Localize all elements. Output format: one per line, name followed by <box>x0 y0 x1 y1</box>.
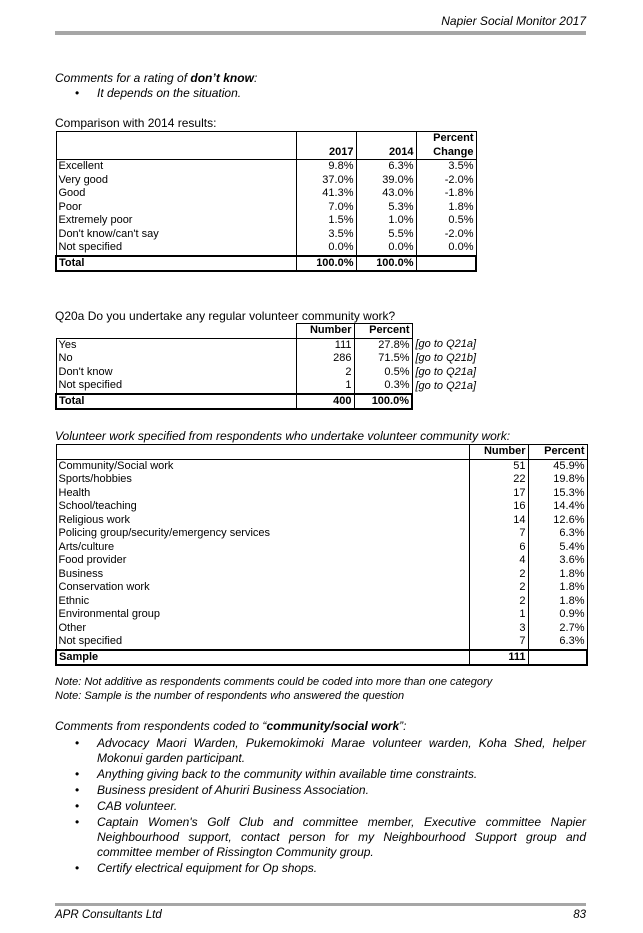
table-cell: 1.8% <box>528 568 587 582</box>
table-row <box>56 622 587 636</box>
table-row <box>56 201 476 215</box>
table-cell: School/teaching <box>56 500 469 514</box>
table-cell: 14 <box>469 514 528 528</box>
table-cell: 1 <box>469 608 528 622</box>
table-cell: Not specified <box>56 635 469 650</box>
table-cell: 71.5% <box>354 352 412 366</box>
table-cell: 17 <box>469 487 528 501</box>
table-cell: 1.8% <box>416 201 476 215</box>
q20a-table-wrap <box>55 323 493 410</box>
table-cell: Sports/hobbies <box>56 473 469 487</box>
table-row <box>56 459 587 473</box>
table-cell: 6 <box>469 541 528 555</box>
table-row <box>56 228 476 242</box>
table-cell: 1.8% <box>528 595 587 609</box>
table-row <box>56 487 587 501</box>
comment-item: • It depends on the situation. <box>55 86 586 101</box>
table-cell: 22 <box>469 473 528 487</box>
table-cell: 51 <box>469 459 528 473</box>
table-cell: 41.3% <box>296 187 356 201</box>
volunteer-notes <box>55 675 492 703</box>
table-cell: 1 <box>296 379 354 394</box>
table-cell: 43.0% <box>356 187 416 201</box>
table-cell: Business <box>56 568 469 582</box>
table-cell: Excellent <box>56 160 296 174</box>
table-row <box>56 214 476 228</box>
volunteer-header-row <box>56 445 587 460</box>
table-cell: 0.0% <box>416 241 476 256</box>
table-cell: 7 <box>469 635 528 650</box>
table-cell: 45.9% <box>528 459 587 473</box>
table-row <box>56 635 587 650</box>
volunteer-table <box>55 444 588 666</box>
table-cell: Food provider <box>56 554 469 568</box>
note-line: Note: Not additive as respondents comments could be coded into more than one category <box>55 676 493 688</box>
table-row <box>56 174 476 188</box>
table-cell: 0.3% <box>354 379 412 394</box>
header-rule <box>55 31 586 35</box>
volunteer-sample-row: Sample 111 <box>56 650 587 666</box>
table-row <box>56 241 476 256</box>
table-cell: 27.8% <box>354 338 412 352</box>
comment-item: • Captain Women's Golf Club and committee member, Executive committee Napier Neighbourhood support, contact person for my Neighbourhood Support group and committee member of Rissington Community group. <box>55 815 586 860</box>
footer <box>55 909 586 921</box>
table-cell: 0.0% <box>296 241 356 256</box>
table-cell: 2 <box>469 568 528 582</box>
table-cell: 0.9% <box>528 608 587 622</box>
table-cell: No <box>56 352 296 366</box>
comment-item: • Advocacy Maori Warden, Pukemokimoki Marae volunteer warden, Koha Shed, helper Mokonui garden participant. <box>55 736 586 766</box>
col-header-change-1: Percent <box>416 132 476 146</box>
q20a-table <box>55 323 493 410</box>
table-row <box>56 366 492 380</box>
table-row <box>56 500 587 514</box>
table-row <box>56 581 587 595</box>
table-row <box>56 608 587 622</box>
dont-know-heading: Comments for a rating of don’t know: <box>55 71 258 85</box>
comment-item: • Certify electrical equipment for Op shops. <box>55 861 586 876</box>
table-cell: Policing group/security/emergency services <box>56 527 469 541</box>
comparison-header-row-2 <box>56 146 476 160</box>
table-cell: 2 <box>296 366 354 380</box>
table-cell: Extremely poor <box>56 214 296 228</box>
running-header: Napier Social Monitor 2017 <box>441 14 586 28</box>
table-cell: Not specified <box>56 241 296 256</box>
footer-company: APR Consultants Ltd <box>55 909 162 921</box>
table-cell: 0.5% <box>354 366 412 380</box>
page-number: 83 <box>573 909 586 921</box>
dont-know-list <box>55 86 586 101</box>
table-cell: -2.0% <box>416 228 476 242</box>
table-row <box>56 379 492 394</box>
note-line: Note: Sample is the number of respondents who answered the question <box>55 690 405 702</box>
table-cell: Very good <box>56 174 296 188</box>
comparison-table-wrap <box>55 131 477 272</box>
q20a-title: Q20a Do you undertake any regular volunteer community work? <box>55 309 396 323</box>
routing-note: [go to Q21b] <box>415 352 477 364</box>
volunteer-title: Volunteer work specified from respondents who undertake volunteer community work: <box>55 429 511 443</box>
table-cell: 19.8% <box>528 473 587 487</box>
table-cell: Arts/culture <box>56 541 469 555</box>
table-cell: Don't know/can't say <box>56 228 296 242</box>
comparison-table <box>55 131 477 272</box>
q20a-col-number: Number <box>296 324 354 339</box>
col-header-2017: 2017 <box>296 146 356 160</box>
table-cell: Health <box>56 487 469 501</box>
table-cell: Poor <box>56 201 296 215</box>
volunteer-col-percent: Percent <box>528 445 587 460</box>
comment-item: • Anything giving back to the community within available time constraints. <box>55 767 586 782</box>
table-cell: 1.5% <box>296 214 356 228</box>
table-cell: Ethnic <box>56 595 469 609</box>
table-cell: 12.6% <box>528 514 587 528</box>
col-header-2014: 2014 <box>356 146 416 160</box>
community-comments-heading: Comments from respondents coded to “community/social work”: <box>55 719 407 733</box>
table-cell: 0.0% <box>356 241 416 256</box>
table-cell: 2 <box>469 581 528 595</box>
routing-note: [go to Q21a] <box>415 379 477 392</box>
table-cell: Community/Social work <box>56 459 469 473</box>
table-row <box>56 352 492 366</box>
table-cell: Other <box>56 622 469 636</box>
table-cell: 3.6% <box>528 554 587 568</box>
table-row <box>56 473 587 487</box>
table-cell: 286 <box>296 352 354 366</box>
table-cell: 9.8% <box>296 160 356 174</box>
table-cell: 2.7% <box>528 622 587 636</box>
table-cell: 7 <box>469 527 528 541</box>
volunteer-col-number: Number <box>469 445 528 460</box>
routing-note: [go to Q21a] <box>415 365 477 378</box>
table-cell: Not specified <box>56 379 296 394</box>
table-cell: 111 <box>296 338 354 352</box>
table-cell: Environmental group <box>56 608 469 622</box>
col-header-change-2: Change <box>416 146 476 160</box>
table-row <box>56 527 587 541</box>
table-cell: 39.0% <box>356 174 416 188</box>
table-cell: 15.3% <box>528 487 587 501</box>
comparison-header-row-1 <box>56 132 476 146</box>
table-cell: 5.3% <box>356 201 416 215</box>
table-cell: 37.0% <box>296 174 356 188</box>
table-cell: Don't know <box>56 366 296 380</box>
table-cell: 6.3% <box>528 635 587 650</box>
table-cell: 3.5% <box>416 160 476 174</box>
footer-rule <box>55 903 586 906</box>
community-comments-list <box>55 736 586 877</box>
table-row <box>56 568 587 582</box>
comment-item: • Business president of Ahuriri Business Association. <box>55 783 586 798</box>
table-cell: 5.4% <box>528 541 587 555</box>
table-cell: 16 <box>469 500 528 514</box>
table-cell: 3 <box>469 622 528 636</box>
table-cell: 7.0% <box>296 201 356 215</box>
table-cell: Religious work <box>56 514 469 528</box>
table-row <box>56 514 587 528</box>
table-cell: -1.8% <box>416 187 476 201</box>
table-cell: 3.5% <box>296 228 356 242</box>
table-cell: 5.5% <box>356 228 416 242</box>
table-cell: Yes <box>56 338 296 352</box>
table-row <box>56 554 587 568</box>
q20a-col-percent: Percent <box>354 324 412 339</box>
table-cell: 1.0% <box>356 214 416 228</box>
table-cell: 4 <box>469 554 528 568</box>
table-cell: -2.0% <box>416 174 476 188</box>
table-row <box>56 595 587 609</box>
table-cell: 14.4% <box>528 500 587 514</box>
table-cell: 0.5% <box>416 214 476 228</box>
comment-item: • CAB volunteer. <box>55 799 586 814</box>
table-cell: 1.8% <box>528 581 587 595</box>
table-cell: 2 <box>469 595 528 609</box>
table-row <box>56 541 587 555</box>
table-row <box>56 338 492 352</box>
table-row <box>56 160 476 174</box>
table-cell: Good <box>56 187 296 201</box>
volunteer-table-wrap <box>55 444 588 666</box>
table-cell: Conservation work <box>56 581 469 595</box>
q20a-header-row <box>56 324 492 339</box>
table-row <box>56 187 476 201</box>
routing-note: [go to Q21a] <box>415 338 477 351</box>
table-cell: 6.3% <box>356 160 416 174</box>
comparison-title: Comparison with 2014 results: <box>55 116 217 130</box>
table-cell: 6.3% <box>528 527 587 541</box>
comparison-total-row: Total 100.0% 100.0% <box>56 256 476 272</box>
q20a-total-row: Total 400 100.0% <box>56 394 492 410</box>
